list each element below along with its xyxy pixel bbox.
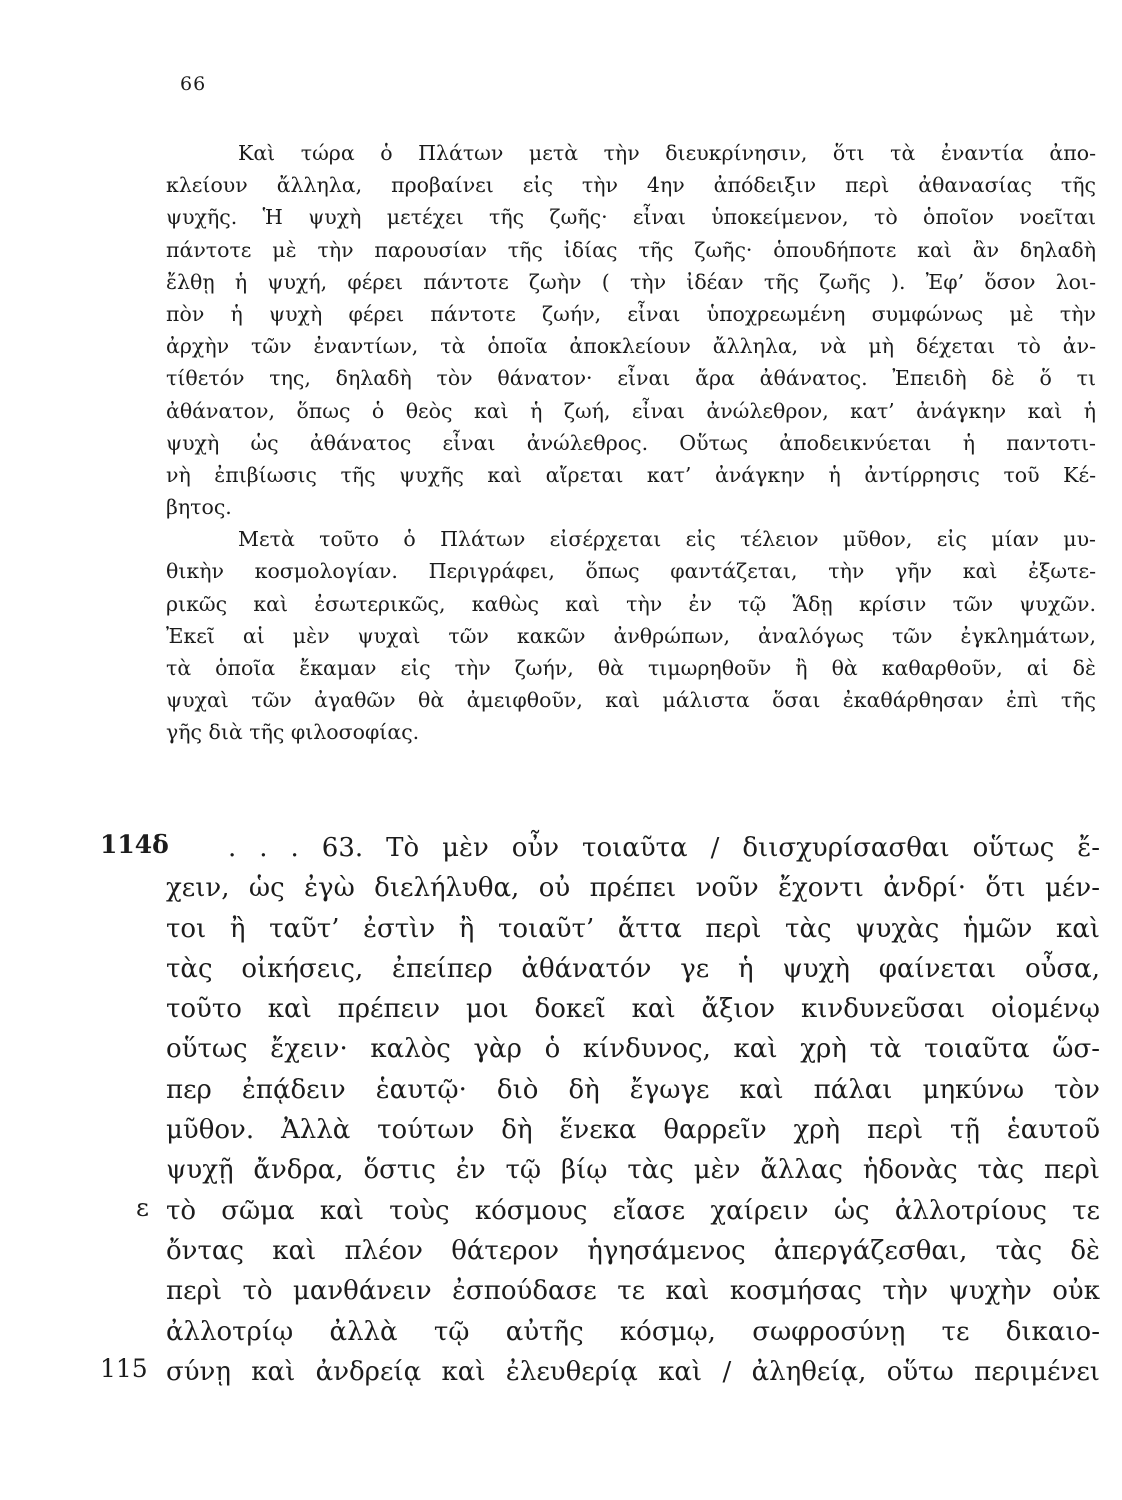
commentary <box>166 137 1096 749</box>
commentary-line: ἔλθῃ ἡ ψυχή, φέρει πάντοτε ζωὴν ( τὴν ἰδέαν τῆς ζωῆς ). Ἐφ’ ὅσον λοι- <box>166 269 1096 294</box>
commentary-line: κλείουν ἄλληλα, προβαίνει εἰς τὴν 4ην ἀπόδειξιν περὶ ἀθανασίας τῆς <box>166 173 1096 198</box>
greek-text-line: τὸ σῶμα καὶ τοὺς κόσμους εἴασε χαίρειν ὡς ἀλλοτρίους τε <box>166 1195 1100 1226</box>
commentary-line: Ἐκεῖ αἱ μὲν ψυχαὶ τῶν κακῶν ἀνθρώπων, ἀναλόγως τῶν ἐγκλημάτων, <box>166 623 1096 648</box>
commentary-line: γῆς διὰ τῆς φιλοσοφίας. <box>166 720 420 745</box>
commentary-line: βητος. <box>166 495 232 520</box>
page-number: 66 <box>180 73 207 95</box>
margin-reference-114d: 114δ <box>100 830 169 859</box>
greek-text-line: τὰς οἰκήσεις, ἐπείπερ ἀθάνατόν γε ἡ ψυχὴ φαίνεται οὖσα, <box>166 953 1100 984</box>
commentary-line: ψυχαὶ τῶν ἀγαθῶν θὰ ἀμειφθοῦν, καὶ μάλιστα ὅσαι ἐκαθάρθησαν ἐπὶ τῆς <box>166 688 1096 713</box>
greek-text-line: . . . 63. Τὸ μὲν οὖν τοιαῦτα / διισχυρίσασθαι οὕτως ἔ- <box>228 833 1100 863</box>
commentary-line: νὴ ἐπιβίωσις τῆς ψυχῆς καὶ αἴρεται κατ’ ἀνάγκην ἡ ἀντίρρησις τοῦ Κέ- <box>166 462 1096 487</box>
commentary-line: θικὴν κοσμολογίαν. Περιγράφει, ὅπως φαντάζεται, τὴν γῆν καὶ ἐξωτε- <box>166 559 1096 584</box>
greek-text-line: οὕτως ἔχειν· καλὸς γὰρ ὁ κίνδυνος, καὶ χρὴ τὰ τοιαῦτα ὥσ- <box>166 1034 1100 1065</box>
margin-reference-115: 115 <box>100 1354 148 1383</box>
commentary-line: Καὶ τώρα ὁ Πλάτων μετὰ τὴν διευκρίνησιν, ὅτι τὰ ἐναντία ἀπο- <box>238 141 1096 165</box>
commentary-line: ψυχὴ ὡς ἀθάνατος εἶναι ἀνώλεθρος. Οὕτως ἀποδεικνύεται ἡ παντοτι- <box>166 430 1096 455</box>
greek-text-line: τοῦτο καὶ πρέπειν μοι δοκεῖ καὶ ἄξιον κινδυνεῦσαι οἰομένῳ <box>166 994 1100 1025</box>
greek-text-line: ἀλλοτρίῳ ἀλλὰ τῷ αὐτῆς κόσμῳ, σωφροσύνῃ τε δικαιο- <box>166 1316 1100 1347</box>
commentary-line: πὸν ἡ ψυχὴ φέρει πάντοτε ζωήν, εἶναι ὑποχρεωμένη συμφώνως μὲ τὴν <box>166 301 1096 326</box>
commentary-line: ἀρχὴν τῶν ἐναντίων, τὰ ὁποῖα ἀποκλείουν ἄλληλα, νὰ μὴ δέχεται τὸ ἀν- <box>166 334 1096 359</box>
commentary-line: τὰ ὁποῖα ἔκαμαν εἰς τὴν ζωήν, θὰ τιμωρηθοῦν ἢ θὰ καθαρθοῦν, αἱ δὲ <box>166 656 1096 680</box>
commentary-line: ρικῶς καὶ ἐσωτερικῶς, καθὼς καὶ τὴν ἐν τῷ Ἅδῃ κρίσιν τῶν ψυχῶν. <box>166 591 1096 616</box>
commentary-line: Μετὰ τοῦτο ὁ Πλάτων εἰσέρχεται εἰς τέλειον μῦθον, εἰς μίαν μυ- <box>238 527 1096 552</box>
greek-text-line: περ ἐπᾴδειν ἑαυτῷ· διὸ δὴ ἔγωγε καὶ πάλαι μηκύνω τὸν <box>166 1074 1100 1105</box>
greek-text-line: σύνῃ καὶ ἀνδρείᾳ καὶ ἐλευθερίᾳ καὶ / ἀληθείᾳ, οὕτω περιμένει <box>166 1356 1100 1387</box>
greek-text-line: περὶ τὸ μανθάνειν ἐσπούδασε τε καὶ κοσμήσας τὴν ψυχὴν οὐκ <box>166 1276 1100 1307</box>
commentary-line: ψυχῆς. Ἡ ψυχὴ μετέχει τῆς ζωῆς· εἶναι ὑποκείμενον, τὸ ὁποῖον νοεῖται <box>166 205 1096 230</box>
greek-original-text <box>166 828 1100 1392</box>
greek-text-line: τοι ἢ ταῦτ’ ἐστὶν ἢ τοιαῦτ’ ἄττα περὶ τὰς ψυχὰς ἡμῶν καὶ <box>166 913 1100 944</box>
greek-text-line: μῦθον. Ἀλλὰ τούτων δὴ ἕνεκα θαρρεῖν χρὴ περὶ τῇ ἑαυτοῦ <box>166 1115 1100 1146</box>
greek-text-line: ψυχῇ ἄνδρα, ὅστις ἐν τῷ βίῳ τὰς μὲν ἄλλας ἡδονὰς τὰς περὶ <box>166 1155 1100 1186</box>
greek-text-line: χειν, ὡς ἐγὼ διελήλυθα, οὐ πρέπει νοῦν ἔχοντι ἀνδρί· ὅτι μέν- <box>166 873 1100 904</box>
greek-text-line: ὄντας καὶ πλέον θάτερον ἡγησάμενος ἀπεργάζεσθαι, τὰς δὲ <box>166 1235 1100 1266</box>
commentary-line: πάντοτε μὲ τὴν παρουσίαν τῆς ἰδίας τῆς ζωῆς· ὁπουδήποτε καὶ ἂν δηλαδὴ <box>166 237 1096 262</box>
margin-reference-e: ε <box>136 1193 149 1222</box>
commentary-line: ἀθάνατον, ὅπως ὁ θεὸς καὶ ἡ ζωή, εἶναι ἀνώλεθρον, κατ’ ἀνάγκην καὶ ἡ <box>166 398 1096 423</box>
commentary-line: τίθετόν της, δηλαδὴ τὸν θάνατον· εἶναι ἄρα ἀθάνατος. Ἐπειδὴ δὲ ὅ τι <box>166 366 1096 391</box>
